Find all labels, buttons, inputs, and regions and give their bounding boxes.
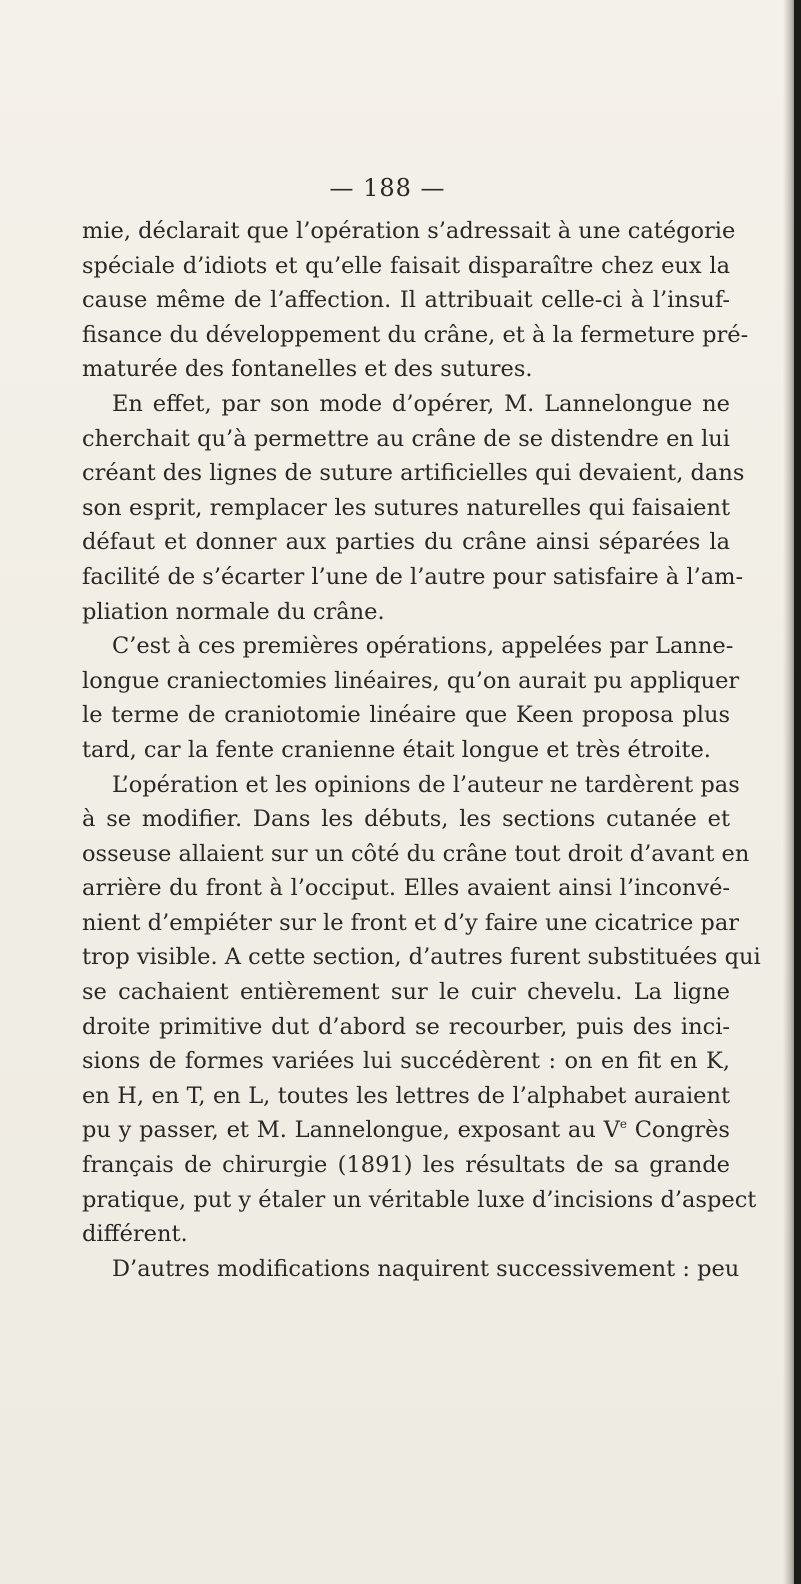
text-line: L’opération et les opinions de l’auteur ne tardèrent pas [112,771,740,798]
text-line: créant des lignes de suture artificielles qui devaient, dans [82,460,745,487]
text-line: osseuse allaient sur un côté du crâne tout droit d’avant en [82,840,750,867]
text-line: tard, car la fente cranienne était longue et très étroite. [82,736,711,763]
text-line: pliation normale du crâne. [82,598,385,625]
text-line: fisance du développement du crâne, et à la fermeture pré- [82,321,749,348]
superscript: e [619,1117,627,1132]
text-line: à se modifier. Dans les débuts, les sections cutanée et [82,806,730,833]
text-line: le terme de craniotomie linéaire que Keen proposa plus [82,702,730,729]
text-line: son esprit, remplacer les sutures naturelles qui faisaient [82,494,730,521]
text-line: cause même de l’affection. Il attribuait celle-ci à l’insuf- [82,287,730,314]
text-segment: pu y passer, et M. Lannelongue, exposant au V [82,1117,620,1144]
text-line: C’est à ces premières opérations, appelées par Lanne- [112,633,734,660]
text-line: droite primitive dut d’abord se recourber, puis des inci- [82,1013,730,1040]
page-number: — 188 — [329,174,446,202]
text-line: en H, en T, en L, toutes les lettres de l’alphabet auraient [82,1082,730,1109]
text-line: mie, déclarait que l’opération s’adressait à une catégorie [82,218,736,244]
body-text [82,214,761,1286]
text-line: se cachaient entièrement sur le cuir chevelu. La ligne [82,979,730,1006]
page-edge-dark [794,0,801,1584]
text-line: pratique, put y étaler un véritable luxe d’incisions d’aspect [82,1186,757,1213]
text-line: nient d’empiéter sur le front et d’y faire une cicatrice par [82,909,739,936]
text-line: En effet, par son mode d’opérer, M. Lannelongue ne [112,390,730,417]
text-line: spéciale d’idiots et qu’elle faisait disparaître chez eux la [82,252,730,279]
text-line: français de chirurgie (1891) les résultats de sa grande [82,1152,730,1179]
text-line: différent. [82,1221,188,1248]
text-line: longue craniectomies linéaires, qu’on aurait pu appliquer [82,667,740,694]
text-line: D’autres modifications naquirent successivement : peu [112,1255,740,1282]
text-line: maturée des fontanelles et des sutures. [82,356,533,383]
text-line: défaut et donner aux parties du crâne ainsi séparées la [82,529,730,556]
text-line: arrière du front à l’occiput. Elles avaient ainsi l’inconvé- [82,875,730,902]
text-line: cherchait qu’à permettre au crâne de se distendre en lui [82,425,730,452]
text-line: facilité de s’écarter l’une de l’autre pour satisfaire à l’am- [82,563,744,590]
text-line: trop visible. A cette section, d’autres furent substituées qui [82,944,761,971]
text-line: sions de formes variées lui succédèrent : on en fit en K, [82,1048,730,1075]
text-segment: Congrès [626,1117,730,1144]
text-line [82,1113,730,1148]
